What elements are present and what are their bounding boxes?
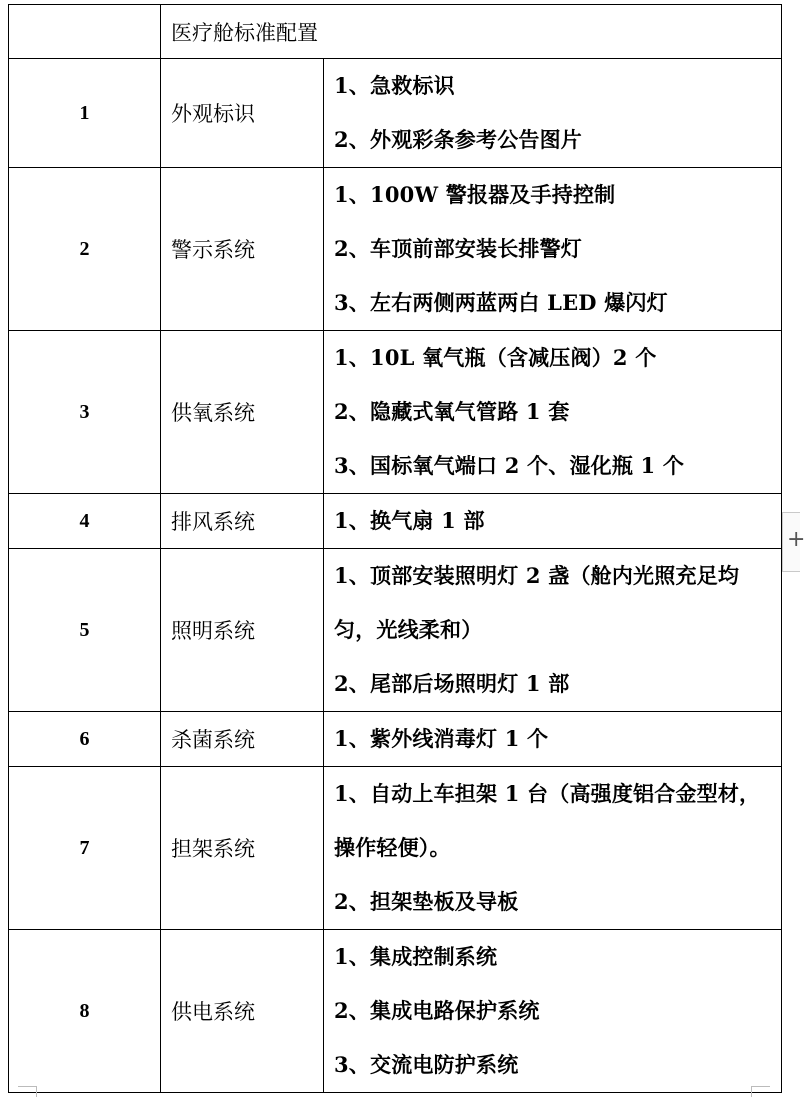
row-category: 供电系统 [161, 930, 324, 1093]
config-table [8, 4, 782, 1093]
item-line: 1、换气扇 1 部 [334, 508, 485, 533]
row-items [324, 549, 782, 712]
item-line: 2、外观彩条参考公告图片 [334, 127, 583, 152]
table-handle[interactable] [782, 512, 805, 572]
item-line: 2、集成电路保护系统 [334, 998, 540, 1023]
item-line: 1、10L 氧气瓶（含减压阀）2 个 [334, 345, 657, 370]
page-corner-mark [18, 1086, 37, 1097]
table-row [9, 59, 782, 168]
item-line: 1、集成控制系统 [334, 944, 498, 969]
item-line: 2、尾部后场照明灯 1 部 [334, 671, 570, 696]
row-number: 2 [9, 168, 161, 331]
row-number: 3 [9, 331, 161, 494]
row-number: 8 [9, 930, 161, 1093]
item-line: 1、100W 警报器及手持控制 [334, 182, 616, 207]
item-line: 1、自动上车担架 1 台（高强度铝合金型材，操作轻便）。 [334, 781, 761, 860]
row-number: 4 [9, 494, 161, 549]
item-line: 3、交流电防护系统 [334, 1052, 519, 1077]
table-header-row [9, 5, 782, 59]
item-line: 2、担架垫板及导板 [334, 889, 519, 914]
row-items [324, 168, 782, 331]
header-empty-cell [9, 5, 161, 59]
row-items [324, 331, 782, 494]
row-items [324, 494, 782, 549]
table-row [9, 331, 782, 494]
row-category: 警示系统 [161, 168, 324, 331]
row-items [324, 930, 782, 1093]
row-items [324, 767, 782, 930]
add-icon: + [787, 527, 805, 552]
row-category: 杀菌系统 [161, 712, 324, 767]
row-number: 6 [9, 712, 161, 767]
row-number: 7 [9, 767, 161, 930]
table-row [9, 712, 782, 767]
page-corner-mark [751, 1086, 770, 1097]
row-category: 外观标识 [161, 59, 324, 168]
item-line: 2、车顶前部安装长排警灯 [334, 236, 583, 261]
item-line: 2、隐藏式氧气管路 1 套 [334, 399, 570, 424]
table-row [9, 168, 782, 331]
item-line: 1、急救标识 [334, 73, 455, 98]
row-items [324, 59, 782, 168]
item-line: 3、左右两侧两蓝两白 LED 爆闪灯 [334, 290, 668, 315]
item-line: 1、顶部安装照明灯 2 盏（舱内光照充足均匀，光线柔和） [334, 563, 740, 642]
row-items [324, 712, 782, 767]
table-row [9, 930, 782, 1093]
table-row [9, 767, 782, 930]
table-row [9, 549, 782, 712]
table-title: 医疗舱标准配置 [161, 5, 782, 59]
row-number: 5 [9, 549, 161, 712]
table-row [9, 494, 782, 549]
item-line: 3、国标氧气端口 2 个、湿化瓶 1 个 [334, 453, 685, 478]
row-category: 照明系统 [161, 549, 324, 712]
item-line: 1、紫外线消毒灯 1 个 [334, 726, 549, 751]
row-category: 担架系统 [161, 767, 324, 930]
row-category: 供氧系统 [161, 331, 324, 494]
row-number: 1 [9, 59, 161, 168]
row-category: 排风系统 [161, 494, 324, 549]
